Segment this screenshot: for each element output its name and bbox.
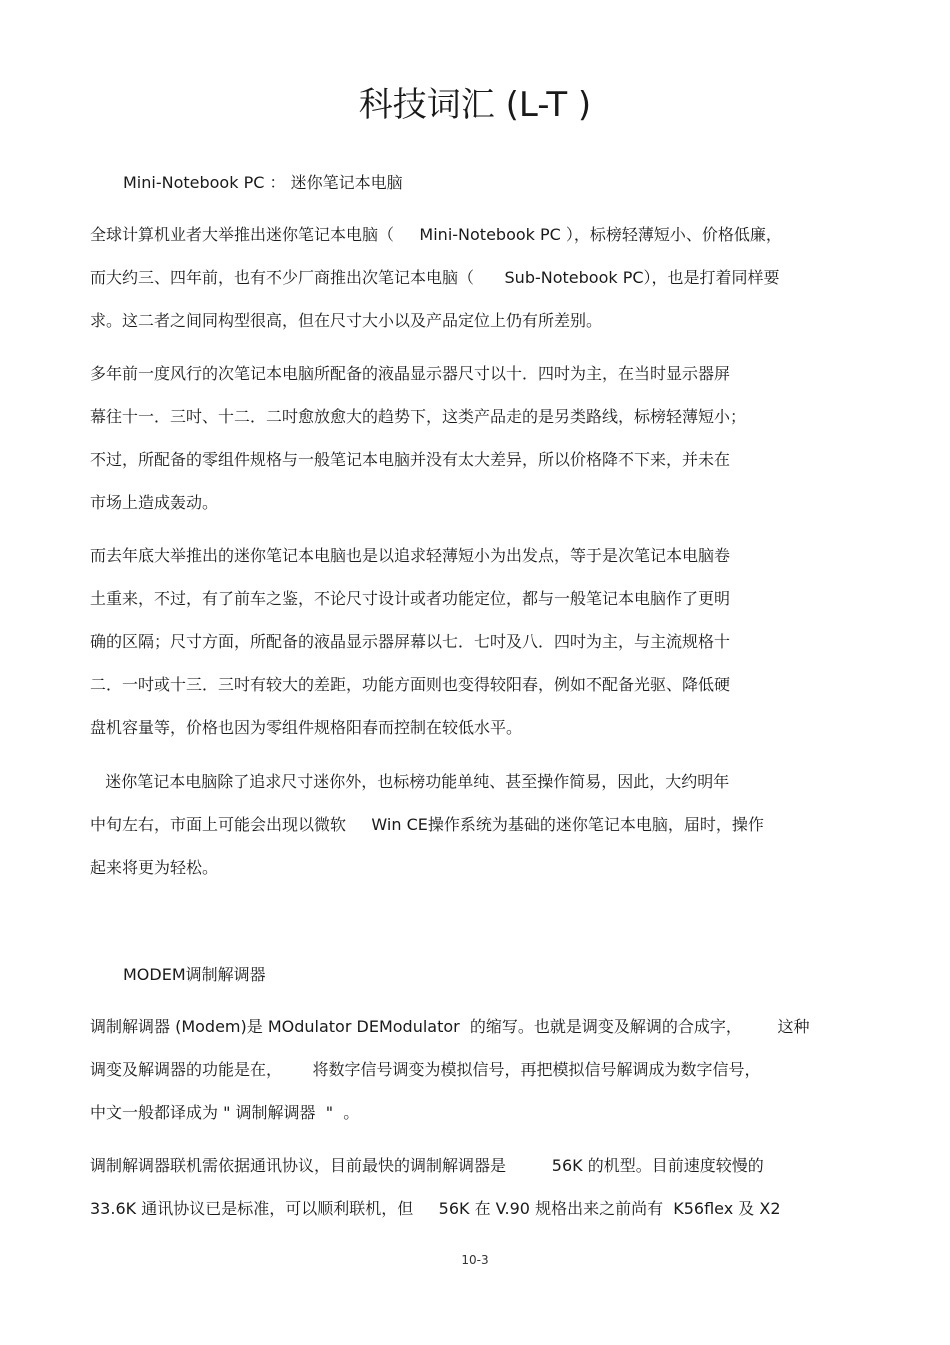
paragraph xyxy=(90,1155,870,1220)
text-line: 全球计算机业者大举推出迷你笔记本电脑（ Mini-Notebook PC ），标榜轻薄短小、价格低廉， xyxy=(90,225,782,244)
text-line: 土重来，不过，有了前车之鉴，不论尺寸设计或者功能定位，都与一般笔记本电脑作了更明 xyxy=(90,589,731,608)
page-number: 10-3 xyxy=(461,1253,489,1267)
text-line: 调变及解调器的功能是在， 将数字信号调变为模拟信号，再把模拟信号解调成为数字信号， xyxy=(90,1060,761,1079)
text-line: 市场上造成轰动。 xyxy=(90,493,219,512)
paragraph xyxy=(90,224,870,332)
text-line: 不过，所配备的零组件规格与一般笔记本电脑并没有太大差异，所以价格降不下来，并未在 xyxy=(90,450,731,469)
text-line: 求。这二者之间同构型很高，但在尺寸大小以及产品定位上仍有所差别。 xyxy=(90,311,603,330)
text-line: 中文一般都译成为 " 调制解调器 " 。 xyxy=(90,1103,360,1122)
text-line: 多年前一度风行的次笔记本电脑所配备的液晶显示器尺寸以十．四吋为主，在当时显示器屏 xyxy=(90,364,731,383)
text-line: 33.6K 通讯协议已是标准，可以顺利联机，但 56K 在 V.90 规格出来之前尚有 K56flex 及 X2 xyxy=(90,1199,781,1218)
text-line: 盘机容量等，价格也因为零组件规格阳春而控制在较低水平。 xyxy=(90,718,523,737)
text-line: 而大约三、四年前，也有不少厂商推出次笔记本电脑（ Sub-Notebook PC），也是打着同样要 xyxy=(90,268,780,287)
text-line: 调制解调器联机需依据通讯协议，目前最快的调制解调器是 56K 的机型。目前速度较慢的 xyxy=(90,1156,764,1175)
text-line: 中旬左右，市面上可能会出现以微软 Win CE操作系统为基础的迷你笔记本电脑，届时，操作 xyxy=(90,815,764,834)
document-title: 科技词汇 (L-T ) xyxy=(358,85,592,125)
text-line: 确的区隔；尺寸方面，所配备的液晶显示器屏幕以七．七吋及八．四吋为主，与主流规格十 xyxy=(90,632,731,651)
paragraph xyxy=(90,771,870,879)
text-line: 二．一吋或十三．三吋有较大的差距，功能方面则也变得较阳春，例如不配备光驱、降低硬 xyxy=(90,675,731,694)
text-line: 调制解调器 (Modem)是 MOdulator DEModulator 的缩写。也就是调变及解调的合成字， 这种 xyxy=(90,1017,810,1036)
paragraph xyxy=(90,545,870,739)
paragraph xyxy=(90,363,870,514)
text-line: 幕往十一．三吋、十二．二吋愈放愈大的趋势下，这类产品走的是另类路线，标榜轻薄短小； xyxy=(90,407,747,426)
text-line: 起来将更为轻松。 xyxy=(90,858,219,877)
text-line: 而去年底大举推出的迷你笔记本电脑也是以追求轻薄短小为出发点，等于是次笔记本电脑卷 xyxy=(90,546,731,565)
paragraph xyxy=(90,1016,870,1124)
text-line: 迷你笔记本电脑除了追求尺寸迷你外，也标榜功能单纯、甚至操作简易，因此，大约明年 xyxy=(90,772,730,791)
section-heading-mini-notebook: Mini-Notebook PC ： 迷你笔记本电脑 xyxy=(123,173,403,192)
section-heading-modem: MODEM调制解调器 xyxy=(123,965,266,984)
